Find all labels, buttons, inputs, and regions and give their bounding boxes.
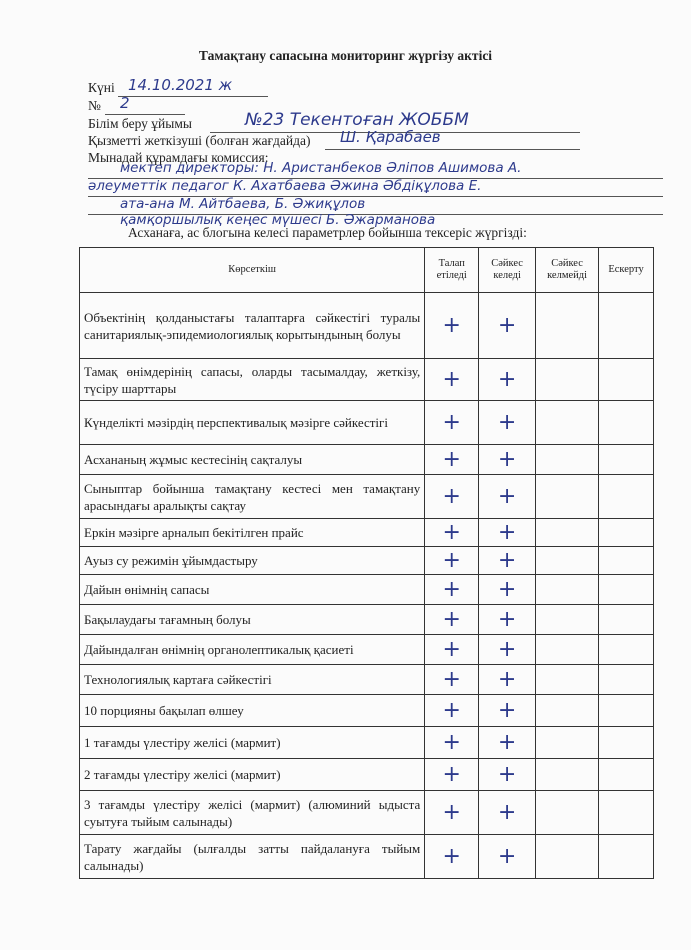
required-mark: + [425, 401, 479, 445]
noncompliant-cell [536, 695, 599, 727]
table-row [80, 445, 654, 475]
indicator-cell: Ауыз су режимін ұйымдастыру [80, 547, 425, 575]
indicator-cell: 2 тағамды үлестіру желісі (мармит) [80, 759, 425, 791]
indicator-cell: Дайын өнімнің сапасы [80, 575, 425, 605]
table-row [80, 835, 654, 879]
date-value: 14.10.2021 ж [128, 76, 233, 94]
number-underline [105, 114, 185, 115]
required-mark: + [425, 791, 479, 835]
date-label: Күні [88, 80, 115, 95]
table-row [80, 605, 654, 635]
indicator-cell: Тарату жағдайы (ылғалды затты пайдалануға тыйым салынады) [80, 835, 425, 879]
compliant-mark: + [479, 359, 536, 401]
note-cell [599, 665, 654, 695]
indicator-cell: 1 тағамды үлестіру желісі (мармит) [80, 727, 425, 759]
indicator-cell: Технологиялық картаға сәйкестігі [80, 665, 425, 695]
school-label: Білім беру ұйымы [88, 116, 192, 131]
supplier-underline [325, 149, 580, 150]
noncompliant-cell [536, 519, 599, 547]
required-mark: + [425, 605, 479, 635]
table-row [80, 293, 654, 359]
compliant-mark: + [479, 401, 536, 445]
date-underline [118, 96, 268, 97]
commission-line-2: әлеуметтік педагог К. Ахатбаева Әжина Әбдіқұлова Е. [88, 178, 482, 194]
indicator-cell: Тамақ өнімдерінің сапасы, оларды тасымалдау, жеткізу, түсіру шарттары [80, 359, 425, 401]
noncompliant-cell [536, 665, 599, 695]
col-noncompliant-header: Сәйкес келмейді [536, 248, 599, 293]
required-mark: + [425, 445, 479, 475]
note-cell [599, 401, 654, 445]
table-row [80, 401, 654, 445]
indicator-cell: 3 тағамды үлестіру желісі (мармит) (алюминий ыдыста суытуға тыйым салынады) [80, 791, 425, 835]
note-cell [599, 445, 654, 475]
table-row [80, 665, 654, 695]
note-cell [599, 605, 654, 635]
commission-line-1: мектеп директоры: Н. Аристанбеков Әліпов Ашимова А. [120, 160, 522, 176]
document-title: Тамақтану сапасына мониторинг жүргізу актісі [198, 48, 493, 63]
noncompliant-cell [536, 575, 599, 605]
table-row [80, 359, 654, 401]
required-mark: + [425, 695, 479, 727]
compliant-mark: + [479, 791, 536, 835]
note-cell [599, 727, 654, 759]
number-value: 2 [120, 94, 130, 112]
table-row [80, 519, 654, 547]
compliant-mark: + [479, 727, 536, 759]
table-row [80, 695, 654, 727]
noncompliant-cell [536, 759, 599, 791]
indicator-cell: Асхананың жұмыс кестесінің сақталуы [80, 445, 425, 475]
noncompliant-cell [536, 547, 599, 575]
table-header-row [80, 248, 654, 293]
required-mark: + [425, 293, 479, 359]
required-mark: + [425, 635, 479, 665]
note-cell [599, 359, 654, 401]
compliant-mark: + [479, 835, 536, 879]
required-mark: + [425, 835, 479, 879]
required-mark: + [425, 475, 479, 519]
required-mark: + [425, 547, 479, 575]
table-row [80, 475, 654, 519]
col-compliant-header: Сәйкес келеді [479, 248, 536, 293]
noncompliant-cell [536, 835, 599, 879]
commission-line-3: ата-ана М. Айтбаева, Б. Әжиқұлов [120, 196, 366, 212]
noncompliant-cell [536, 401, 599, 445]
check-text: Асханаға, ас блогына келесі параметрлер бойынша тексеріс жүргізді: [128, 225, 527, 240]
indicator-cell: Еркін мәзірге арналып бекітілген прайс [80, 519, 425, 547]
compliant-mark: + [479, 445, 536, 475]
indicator-cell: Объектінің қолданыстағы талаптарға сәйкестігі туралы санитариялық-эпидемиологиялық корытындының болуы [80, 293, 425, 359]
note-cell [599, 695, 654, 727]
table-row [80, 635, 654, 665]
indicator-cell: 10 порцияны бақылап өлшеу [80, 695, 425, 727]
compliant-mark: + [479, 665, 536, 695]
required-mark: + [425, 759, 479, 791]
noncompliant-cell [536, 475, 599, 519]
compliant-mark: + [479, 635, 536, 665]
monitoring-table [79, 247, 654, 879]
noncompliant-cell [536, 635, 599, 665]
compliant-mark: + [479, 605, 536, 635]
table-row [80, 727, 654, 759]
indicator-cell: Дайындалған өнімнің органолептикалық қасиеті [80, 635, 425, 665]
number-label: № [88, 98, 101, 113]
commission-line-4: қамқоршылық кеңес мүшесі Б. Әжарманова [120, 212, 436, 228]
note-cell [599, 475, 654, 519]
note-cell [599, 835, 654, 879]
table-row [80, 791, 654, 835]
required-mark: + [425, 575, 479, 605]
indicator-cell: Сыныптар бойынша тамақтану кестесі мен тамақтану арасындағы аралықты сақтау [80, 475, 425, 519]
compliant-mark: + [479, 759, 536, 791]
compliant-mark: + [479, 293, 536, 359]
noncompliant-cell [536, 445, 599, 475]
supplier-value: Ш. Қарабаев [340, 128, 441, 146]
table-row [80, 575, 654, 605]
note-cell [599, 519, 654, 547]
noncompliant-cell [536, 359, 599, 401]
compliant-mark: + [479, 519, 536, 547]
col-indicator-header: Көрсеткіш [80, 248, 425, 293]
required-mark: + [425, 359, 479, 401]
noncompliant-cell [536, 727, 599, 759]
required-mark: + [425, 519, 479, 547]
compliant-mark: + [479, 575, 536, 605]
note-cell [599, 635, 654, 665]
school-value: №23 Текентоған ЖОББМ [245, 110, 469, 130]
note-cell [599, 759, 654, 791]
noncompliant-cell [536, 791, 599, 835]
table-row [80, 547, 654, 575]
required-mark: + [425, 727, 479, 759]
noncompliant-cell [536, 605, 599, 635]
col-note-header: Ескерту [599, 248, 654, 293]
table-row [80, 759, 654, 791]
col-required-header: Талап етіледі [425, 248, 479, 293]
note-cell [599, 791, 654, 835]
compliant-mark: + [479, 695, 536, 727]
supplier-label: Қызметті жеткізуші (болған жағдайда) [88, 133, 311, 148]
note-cell [599, 293, 654, 359]
noncompliant-cell [536, 293, 599, 359]
indicator-cell: Күнделікті мәзірдің перспективалық мәзірге сәйкестігі [80, 401, 425, 445]
compliant-mark: + [479, 475, 536, 519]
note-cell [599, 547, 654, 575]
note-cell [599, 575, 654, 605]
compliant-mark: + [479, 547, 536, 575]
commission-label: Мынадай құрамдағы комиссия: [88, 150, 269, 165]
required-mark: + [425, 665, 479, 695]
indicator-cell: Бақылаудағы тағамның болуы [80, 605, 425, 635]
